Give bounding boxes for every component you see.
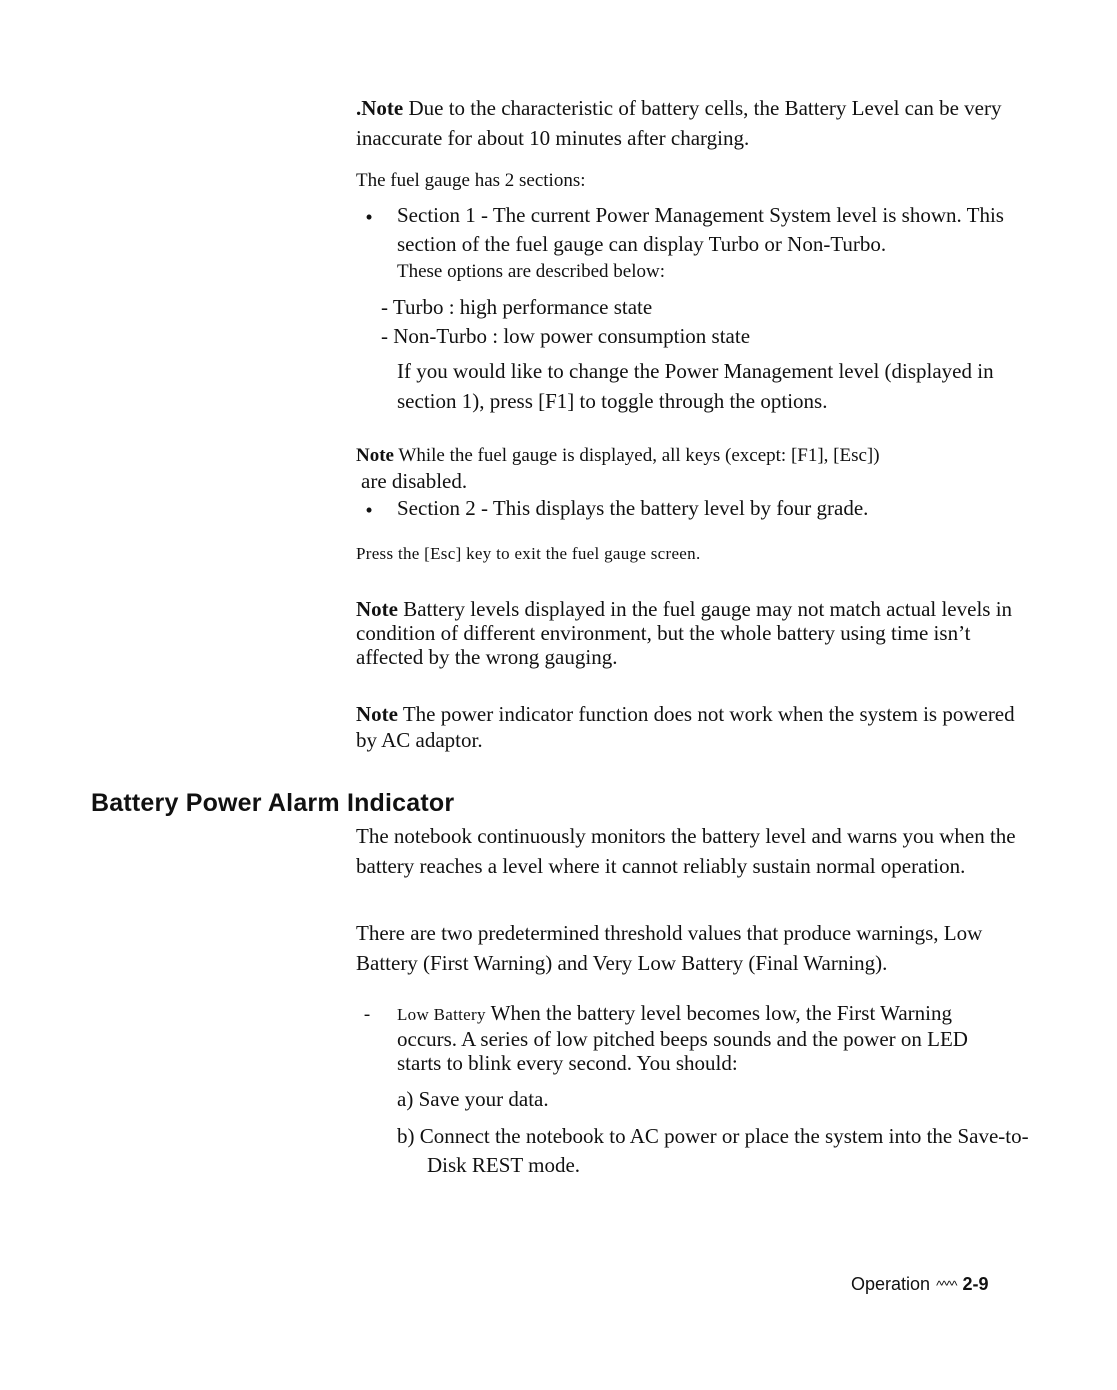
note-power-indicator: [356, 701, 1036, 753]
page-footer: [851, 1274, 988, 1295]
threshold-paragraph: There are two predetermined threshold values that produce warnings, Low Battery (First Warning) and Very Low Battery (Final Warning).: [356, 921, 983, 975]
note-text: Battery levels displayed in the fuel gauge may not match actual levels in condition of different environment, but the whole battery using time isn’t affected by the wrong gauging.: [356, 597, 1013, 669]
note-label: Note: [356, 597, 398, 621]
page-number: 2-9: [962, 1274, 989, 1294]
options-intro: These options are described below:: [397, 261, 666, 282]
intro-paragraph: The notebook continuously monitors the battery level and warns you when the battery reaches a level where it cannot reliably sustain normal operation.: [356, 824, 1016, 878]
section2-text: Section 2 - This displays the battery level by four grade.: [397, 496, 869, 520]
bullet-icon: •: [365, 205, 373, 229]
note-label: Note: [356, 445, 394, 466]
footer-label: Operation: [851, 1274, 931, 1294]
note-keys-cont: are disabled.: [361, 469, 468, 493]
option-turbo: - Turbo : high performance state: [381, 295, 653, 319]
note-text: The power indicator function does not work when the system is powered by AC adaptor.: [356, 702, 1015, 752]
note-cells: [356, 93, 1036, 153]
dash-icon: -: [363, 1004, 371, 1025]
low-battery-item: [397, 1001, 1017, 1075]
low-battery-label: Low Battery: [397, 1005, 486, 1024]
section1-text: Section 1 - The current Power Management System level is shown. This section of the fuel gauge can display Turbo or Non-Turbo.: [397, 203, 1004, 256]
section-heading: Battery Power Alarm Indicator: [91, 789, 455, 817]
option-non-turbo: - Non-Turbo : low power consumption state: [381, 324, 751, 348]
note-label: .Note: [356, 96, 404, 120]
note-keys: [356, 443, 1036, 469]
note-label: Note: [356, 702, 398, 726]
low-battery-text: When the battery level becomes low, the First Warning occurs. A series of low pitched beeps sounds and the power on LED starts to blink every second. You should:: [397, 1001, 968, 1075]
note-text: While the fuel gauge is displayed, all keys (except: [F1], [Esc]): [398, 445, 880, 466]
press-esc-text: Press the [Esc] key to exit the fuel gauge screen.: [356, 544, 701, 563]
bullet-icon: •: [365, 498, 373, 522]
footer-mark: ^^^^: [936, 1278, 957, 1293]
step-connect: b) Connect the notebook to AC power or place the system into the Save-to-Disk REST mode.: [397, 1124, 1029, 1177]
note-gauge-accuracy: [356, 597, 1026, 669]
options-list: [381, 293, 1021, 351]
change-level-text: If you would like to change the Power Management level (displayed in section 1), press [F1] to toggle through the options.: [397, 359, 994, 413]
sections-intro: The fuel gauge has 2 sections:: [356, 170, 586, 191]
step-save: a) Save your data.: [397, 1087, 549, 1111]
note-text: Due to the characteristic of battery cells, the Battery Level can be very inaccurate for about 10 minutes after charging.: [356, 96, 1002, 150]
